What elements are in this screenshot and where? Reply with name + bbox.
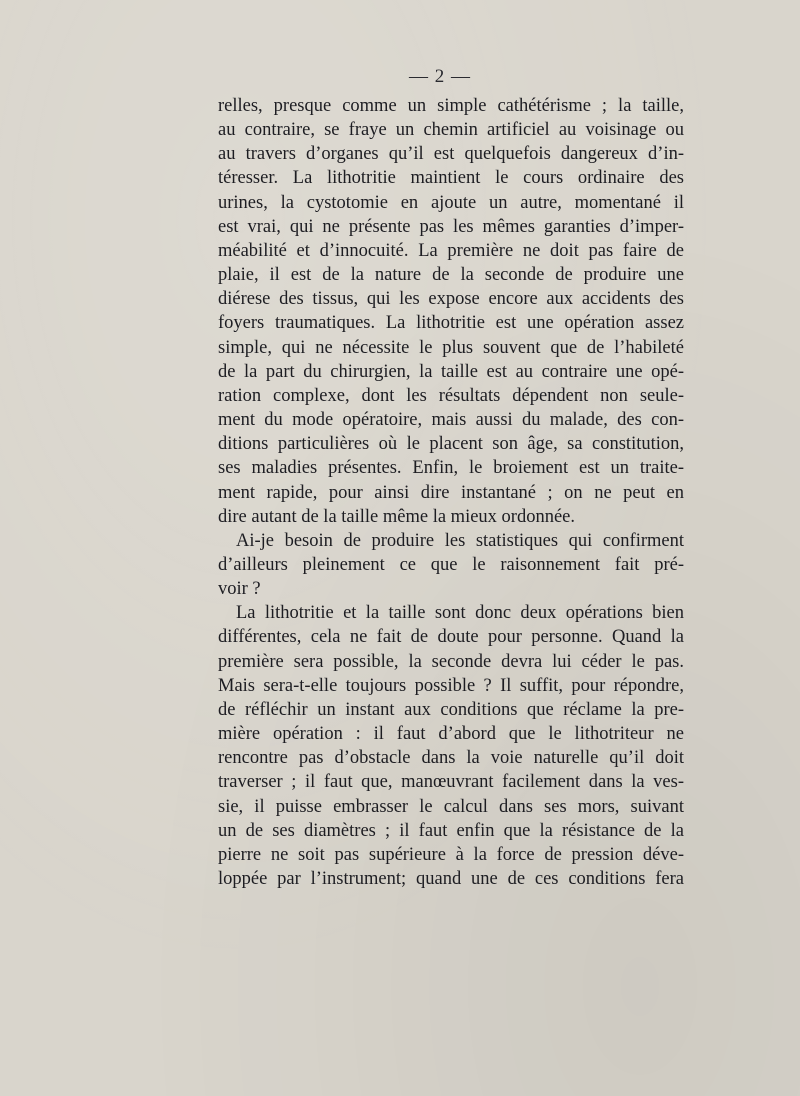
text-line: plaie, il est de la nature de la seconde de produire une xyxy=(218,265,684,286)
page-number: — 2 — xyxy=(409,66,471,87)
text-line: pierre ne soit pas supérieure à la force de pression déve- xyxy=(218,844,684,865)
text-line: traverser ; il faut que, manœuvrant facilement dans la ves- xyxy=(218,772,684,793)
text-line: méabilité et d’innocuité. La première ne doit pas faire de xyxy=(218,240,684,261)
text-line: au travers d’organes qu’il est quelquefois dangereux d’in- xyxy=(218,144,684,165)
text-line: Ai-je besoin de produire les statistiques qui confirment xyxy=(236,530,684,551)
body-text xyxy=(218,94,684,891)
text-line: ment du mode opératoire, mais aussi du malade, des con- xyxy=(218,410,684,431)
text-line: loppée par l’instrument; quand une de ces conditions fera xyxy=(218,869,684,889)
text-line: ration complexe, dont les résultats dépendent non seule- xyxy=(218,385,684,406)
text-line: de réfléchir un instant aux conditions que réclame la pre- xyxy=(218,699,684,720)
text-line: voir ? xyxy=(218,579,261,600)
text-line: rencontre pas d’obstacle dans la voie naturelle qu’il doit xyxy=(218,748,684,769)
text-line: urines, la cystotomie en ajoute un autre, momentané il xyxy=(218,192,684,213)
text-line: foyers traumatiques. La lithotritie est une opération assez xyxy=(218,313,684,334)
text-line: relles, presque comme un simple cathétérisme ; la taille, xyxy=(218,96,684,116)
text-line: simple, qui ne nécessite le plus souvent que de l’habileté xyxy=(218,337,684,358)
text-line: de la part du chirurgien, la taille est au contraire une opé- xyxy=(218,361,684,382)
text-line: diérese des tissus, qui les expose encore aux accidents des xyxy=(218,289,684,310)
text-line: est vrai, qui ne présente pas les mêmes garanties d’imper- xyxy=(218,216,684,237)
text-line: un de ses diamètres ; il faut enfin que la résistance de la xyxy=(218,820,684,841)
text-line: ment rapide, pour ainsi dire instantané ; on ne peut en xyxy=(218,482,684,503)
text-line: ditions particulières où le placent son âge, sa constitution, xyxy=(218,434,684,455)
text-line: dire autant de la taille même la mieux ordonnée. xyxy=(218,506,576,527)
text-line: ses maladies présentes. Enfin, le broiement est un traite- xyxy=(218,458,684,479)
text-line: La lithotritie et la taille sont donc deux opérations bien xyxy=(236,603,684,624)
text-line: Mais sera-t-elle toujours possible ? Il suffit, pour répondre, xyxy=(218,675,684,696)
text-line: première sera possible, la seconde devra lui céder le pas. xyxy=(218,651,684,672)
text-line: d’ailleurs pleinement ce que le raisonnement fait pré- xyxy=(218,554,684,575)
text-line: mière opération : il faut d’abord que le lithotriteur ne xyxy=(218,724,684,745)
text-line: sie, il puisse embrasser le calcul dans ses mors, suivant xyxy=(218,796,684,817)
text-line: au contraire, se fraye un chemin artificiel au voisinage ou xyxy=(218,120,684,141)
text-line: différentes, cela ne fait de doute pour personne. Quand la xyxy=(218,627,684,648)
text-line: téresser. La lithotritie maintient le cours ordinaire des xyxy=(218,168,684,189)
